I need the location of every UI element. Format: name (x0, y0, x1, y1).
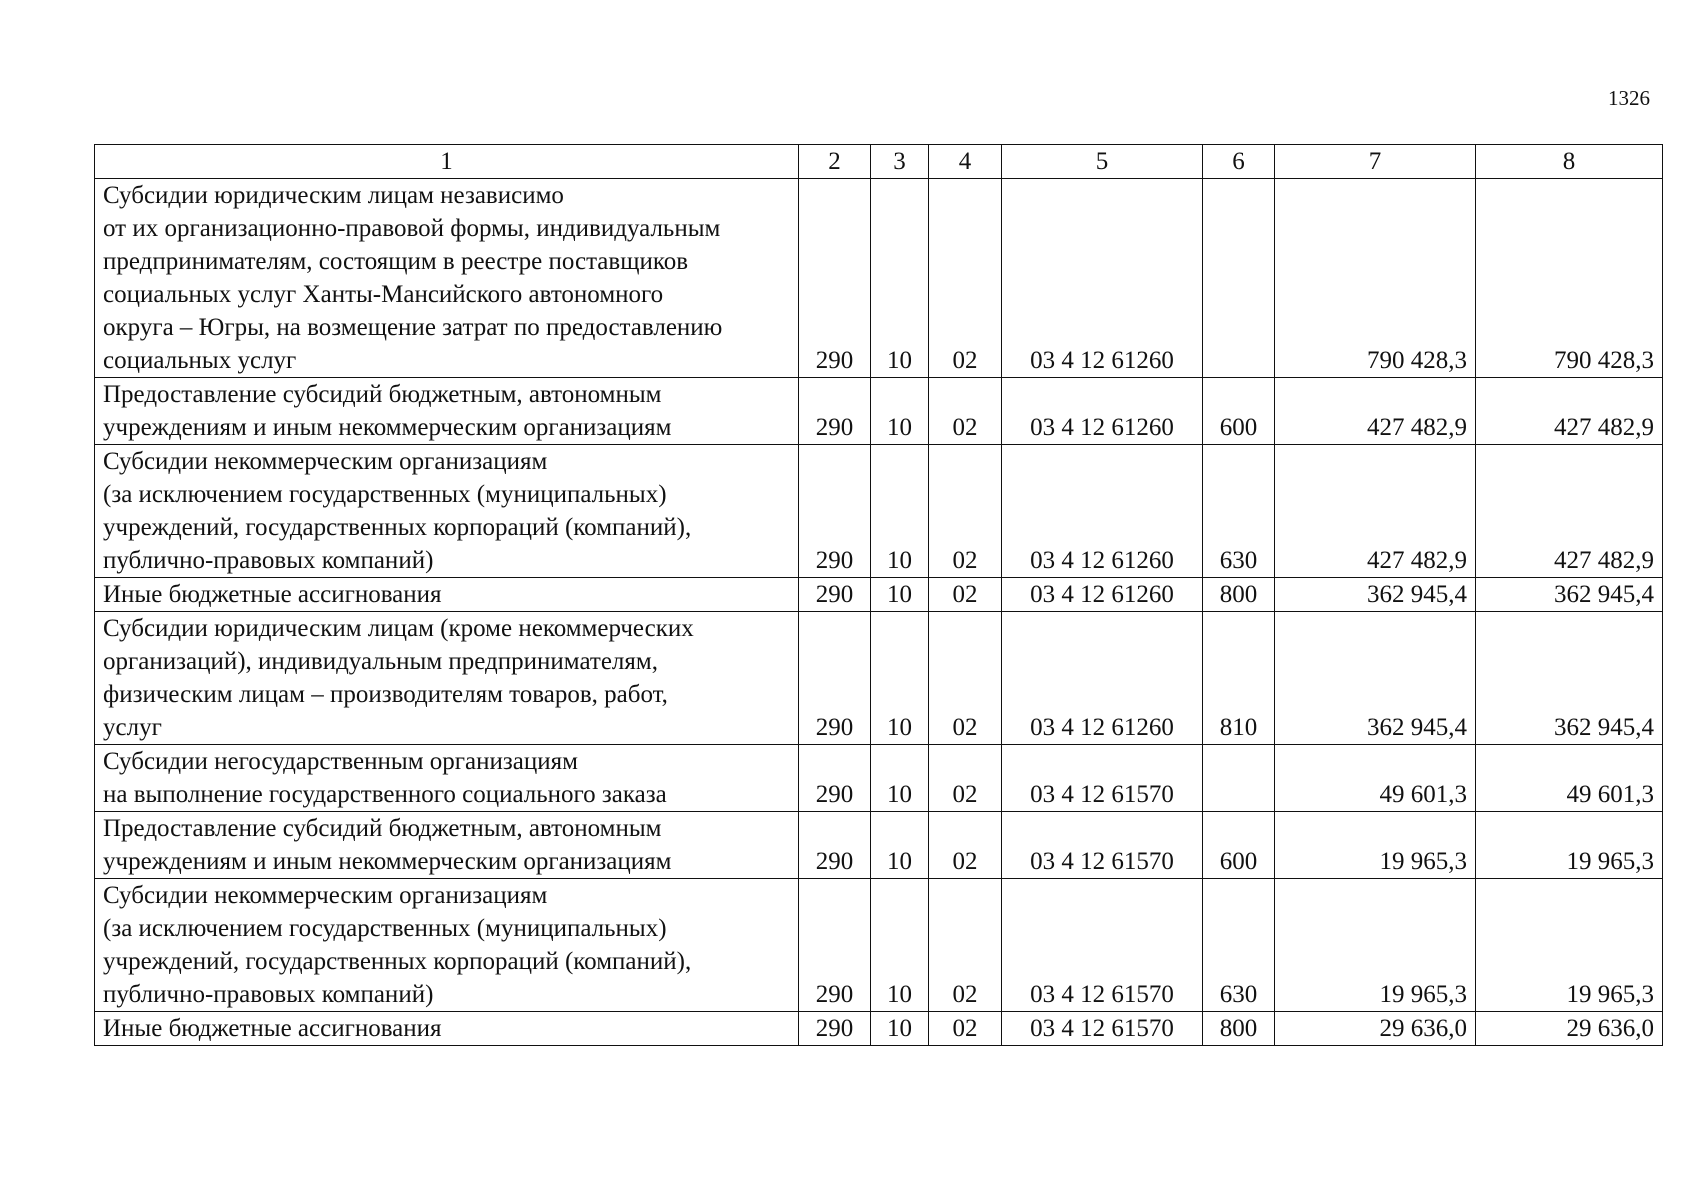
cell-col-2: 290 (799, 612, 871, 745)
cell-col-3: 10 (871, 578, 929, 612)
cell-col-2: 290 (799, 879, 871, 1012)
cell-col-7: 427 482,9 (1275, 445, 1476, 578)
cell-col-4: 02 (929, 879, 1002, 1012)
table-row (95, 179, 1663, 378)
cell-col-7: 29 636,0 (1275, 1012, 1476, 1046)
header-row (95, 145, 1663, 179)
row-description: Иные бюджетные ассигнования (95, 578, 799, 612)
cell-col-5: 03 4 12 61260 (1002, 612, 1203, 745)
cell-col-8: 427 482,9 (1476, 445, 1663, 578)
cell-col-8: 19 965,3 (1476, 879, 1663, 1012)
cell-col-7: 362 945,4 (1275, 612, 1476, 745)
cell-col-6: 600 (1203, 812, 1275, 879)
cell-col-3: 10 (871, 445, 929, 578)
row-description: Субсидии юридическим лицам (кроме некоммерческих организаций), индивидуальным предпринимателям, физическим лицам – производителям товаров, работ, услуг (95, 612, 799, 745)
cell-col-7: 790 428,3 (1275, 179, 1476, 378)
cell-col-4: 02 (929, 578, 1002, 612)
table-row (95, 612, 1663, 745)
cell-col-4: 02 (929, 745, 1002, 812)
cell-col-8: 29 636,0 (1476, 1012, 1663, 1046)
cell-col-6: 810 (1203, 612, 1275, 745)
cell-col-6: 630 (1203, 879, 1275, 1012)
cell-col-2: 290 (799, 378, 871, 445)
cell-col-8: 790 428,3 (1476, 179, 1663, 378)
cell-col-5: 03 4 12 61570 (1002, 1012, 1203, 1046)
cell-col-5: 03 4 12 61260 (1002, 179, 1203, 378)
cell-col-5: 03 4 12 61260 (1002, 445, 1203, 578)
cell-col-3: 10 (871, 1012, 929, 1046)
cell-col-3: 10 (871, 612, 929, 745)
cell-col-2: 290 (799, 578, 871, 612)
cell-col-7: 19 965,3 (1275, 879, 1476, 1012)
cell-col-7: 19 965,3 (1275, 812, 1476, 879)
cell-col-8: 49 601,3 (1476, 745, 1663, 812)
table-row (95, 1012, 1663, 1046)
table-row (95, 879, 1663, 1012)
cell-col-5: 03 4 12 61260 (1002, 378, 1203, 445)
row-description: Предоставление субсидий бюджетным, автономным учреждениям и иным некоммерческим организациям (95, 812, 799, 879)
cell-col-6: 800 (1203, 578, 1275, 612)
cell-col-6 (1203, 179, 1275, 378)
cell-col-5: 03 4 12 61260 (1002, 578, 1203, 612)
row-description: Субсидии юридическим лицам независимо от их организационно-правовой формы, индивидуальным предпринимателям, состоящим в реестре поставщиков социальных услуг Ханты-Мансийского автономного округа – Югры, на возмещение затрат по предоставлению социальных услуг (95, 179, 799, 378)
cell-col-4: 02 (929, 445, 1002, 578)
column-header-4: 4 (929, 145, 1002, 179)
column-header-1: 1 (95, 145, 799, 179)
column-header-3: 3 (871, 145, 929, 179)
cell-col-2: 290 (799, 745, 871, 812)
cell-col-7: 427 482,9 (1275, 378, 1476, 445)
table-row (95, 378, 1663, 445)
column-header-8: 8 (1476, 145, 1663, 179)
table-row (95, 578, 1663, 612)
cell-col-4: 02 (929, 179, 1002, 378)
cell-col-8: 362 945,4 (1476, 578, 1663, 612)
row-description: Субсидии некоммерческим организациям (за исключением государственных (муниципальных) учреждений, государственных корпораций (компаний), публично-правовых компаний) (95, 879, 799, 1012)
cell-col-6: 630 (1203, 445, 1275, 578)
budget-table (94, 144, 1663, 1046)
cell-col-8: 19 965,3 (1476, 812, 1663, 879)
cell-col-4: 02 (929, 1012, 1002, 1046)
cell-col-3: 10 (871, 812, 929, 879)
cell-col-7: 362 945,4 (1275, 578, 1476, 612)
cell-col-2: 290 (799, 1012, 871, 1046)
row-description: Субсидии негосударственным организациям на выполнение государственного социального заказа (95, 745, 799, 812)
cell-col-3: 10 (871, 745, 929, 812)
cell-col-2: 290 (799, 179, 871, 378)
column-header-2: 2 (799, 145, 871, 179)
cell-col-5: 03 4 12 61570 (1002, 879, 1203, 1012)
cell-col-8: 362 945,4 (1476, 612, 1663, 745)
cell-col-8: 427 482,9 (1476, 378, 1663, 445)
table-body (95, 179, 1663, 1046)
cell-col-2: 290 (799, 812, 871, 879)
cell-col-6: 800 (1203, 1012, 1275, 1046)
cell-col-4: 02 (929, 612, 1002, 745)
table-header (95, 145, 1663, 179)
row-description: Субсидии некоммерческим организациям (за исключением государственных (муниципальных) учреждений, государственных корпораций (компаний), публично-правовых компаний) (95, 445, 799, 578)
cell-col-4: 02 (929, 812, 1002, 879)
cell-col-3: 10 (871, 879, 929, 1012)
row-description: Предоставление субсидий бюджетным, автономным учреждениям и иным некоммерческим организациям (95, 378, 799, 445)
cell-col-6 (1203, 745, 1275, 812)
cell-col-4: 02 (929, 378, 1002, 445)
table-row (95, 812, 1663, 879)
cell-col-3: 10 (871, 179, 929, 378)
column-header-7: 7 (1275, 145, 1476, 179)
table-row (95, 745, 1663, 812)
table-row (95, 445, 1663, 578)
cell-col-3: 10 (871, 378, 929, 445)
cell-col-5: 03 4 12 61570 (1002, 812, 1203, 879)
cell-col-7: 49 601,3 (1275, 745, 1476, 812)
row-description: Иные бюджетные ассигнования (95, 1012, 799, 1046)
cell-col-5: 03 4 12 61570 (1002, 745, 1203, 812)
page-number: 1326 (1608, 86, 1650, 110)
cell-col-6: 600 (1203, 378, 1275, 445)
column-header-5: 5 (1002, 145, 1203, 179)
cell-col-2: 290 (799, 445, 871, 578)
column-header-6: 6 (1203, 145, 1275, 179)
